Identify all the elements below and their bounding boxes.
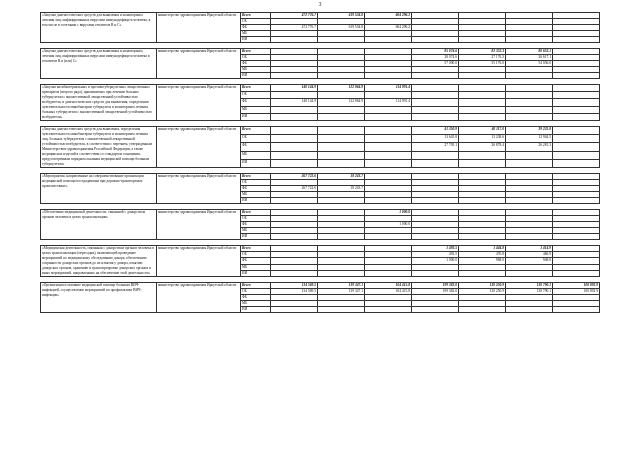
value-cell [318, 307, 365, 313]
value-cell [365, 143, 412, 151]
value-cell [412, 99, 459, 106]
executor: министерство здравоохранения Иркутской области [157, 127, 241, 168]
funding-source: ИИ [241, 234, 271, 240]
value-cell: 39 225.8 [506, 127, 553, 135]
funding-source: ИИ [241, 37, 271, 43]
value-cell [271, 143, 318, 151]
value-cell [506, 99, 553, 106]
value-cell [271, 151, 318, 159]
value-cell [365, 151, 412, 159]
value-cell: 619 534.8 [318, 13, 365, 19]
value-cell [412, 92, 459, 99]
value-cell [553, 307, 600, 313]
value-cell [553, 143, 600, 151]
funding-source: ОБ [241, 216, 271, 222]
funding-source: ОБ [241, 55, 271, 61]
funding-source: ФБ [241, 25, 271, 31]
value-cell: 18 243.7 [318, 186, 365, 192]
value-cell: 18 243.7 [318, 174, 365, 180]
value-cell [506, 159, 553, 167]
value-cell [506, 113, 553, 120]
value-cell: 139 347.1 [318, 283, 365, 289]
value-cell [553, 127, 600, 135]
value-cell [318, 135, 365, 143]
value-cell: 1 000.0 [365, 222, 412, 228]
value-cell: 54 036.0 [506, 61, 553, 67]
table-row [41, 85, 600, 92]
event-name: «Медицинская деятельность, связанная с донорством органов человека в целях трансплантации (пересадки), включающей проведение мероприятий по медицинскому обследованию донора, обеспечению сохранности донорских органов до их изъятия у донора, изъятию донорских органов, хранению и транспортировке донорских органов и иных мероприятий, направленных на обеспечение этой деятельности» [41, 246, 157, 277]
value-cell [459, 159, 506, 167]
value-cell [365, 307, 412, 313]
value-cell [553, 135, 600, 143]
value-cell: 267 722.6 [271, 174, 318, 180]
value-cell: 40 117.0 [459, 127, 506, 135]
executor: министерство здравоохранения Иркутской области [157, 174, 241, 204]
value-cell: 968.0 [459, 258, 506, 264]
value-cell [412, 85, 459, 92]
value-cell: 13 238.6 [459, 135, 506, 143]
funding-source: ОБ [241, 289, 271, 295]
funding-source: ОБ [241, 92, 271, 99]
value-cell: 130 250.9 [459, 289, 506, 295]
value-cell: 1 414.9 [506, 246, 553, 252]
funding-source: ФБ [241, 295, 271, 301]
funding-source: ИИ [241, 73, 271, 79]
value-cell: 134 569.5 [271, 283, 318, 289]
value-cell [459, 92, 506, 99]
funding-source: ОБ [241, 180, 271, 186]
value-cell: 122 864.9 [318, 85, 365, 92]
value-cell: 1 000.0 [412, 258, 459, 264]
value-cell: 85 074.6 [412, 49, 459, 55]
funding-source: Всего [241, 127, 271, 135]
value-cell: 27 176.3 [459, 55, 506, 61]
value-cell [318, 92, 365, 99]
value-cell [459, 113, 506, 120]
value-cell [318, 159, 365, 167]
value-cell: 114 991.4 [365, 85, 412, 92]
value-cell: 1 444.8 [459, 246, 506, 252]
value-cell: 41 350.9 [412, 127, 459, 135]
funding-source: ФБ [241, 222, 271, 228]
value-cell [365, 159, 412, 167]
value-cell: 27 705.1 [412, 143, 459, 151]
value-cell [412, 151, 459, 159]
funding-source: ОБ [241, 252, 271, 258]
value-cell [365, 92, 412, 99]
budget-table [40, 12, 600, 313]
value-cell: 28 074.6 [412, 55, 459, 61]
value-cell: 199 382.0 [412, 289, 459, 295]
value-cell [318, 113, 365, 120]
funding-source: Всего [241, 283, 271, 289]
funding-source: Всего [241, 49, 271, 55]
value-cell: 114 991.4 [365, 99, 412, 106]
value-cell [412, 307, 459, 313]
value-cell [459, 85, 506, 92]
value-cell: 476.8 [459, 252, 506, 258]
value-cell: 80 653.1 [506, 49, 553, 55]
value-cell: 57 000.0 [412, 61, 459, 67]
funding-source: МБ [241, 67, 271, 73]
value-cell: 100 892.9 [553, 289, 600, 295]
funding-source: ФБ [241, 61, 271, 67]
value-cell [318, 106, 365, 113]
value-cell: 140 144.9 [271, 85, 318, 92]
funding-source: Всего [241, 85, 271, 92]
value-cell: 130 250.9 [459, 283, 506, 289]
funding-source: ОБ [241, 135, 271, 143]
page-number: 3 [318, 2, 322, 8]
value-cell: 134 569.5 [271, 289, 318, 295]
value-cell: 1 492.5 [412, 246, 459, 252]
value-cell [365, 135, 412, 143]
executor: министерство здравоохранения Иркутской области [157, 246, 241, 277]
value-cell: 267 722.6 [271, 186, 318, 192]
value-cell [271, 127, 318, 135]
value-cell [365, 127, 412, 135]
value-cell [271, 113, 318, 120]
value-cell [318, 143, 365, 151]
value-cell [553, 113, 600, 120]
executor: министерство здравоохранения Иркутской области [157, 210, 241, 240]
event-name: «Организация и оказание медицинской помощи больным ВИЧ-инфекцией, осуществление мероприятий по профилактике ВИЧ-инфекции» [41, 283, 157, 313]
executor: министерство здравоохранения Иркутской области [157, 13, 241, 43]
funding-source: ФБ [241, 143, 271, 151]
value-cell [412, 113, 459, 120]
value-cell: 26 878.4 [459, 143, 506, 151]
funding-source: МБ [241, 106, 271, 113]
value-cell [365, 113, 412, 120]
value-cell [412, 106, 459, 113]
event-name: «Мероприятия, направленные на совершенствование организации медицинской помощи пострадавшим при дорожно-транспортных происшествиях» [41, 174, 157, 204]
value-cell [506, 151, 553, 159]
funding-source: ФБ [241, 186, 271, 192]
value-cell: 472 776.7 [271, 13, 318, 19]
value-cell: 122 864.9 [318, 99, 365, 106]
event-name: «Закупка антибактериальных и противотуберкулезных лекарственных препаратов (второго ряда), применяемых при лечении больных туберкулезом с множественной лекарственной устойчивостью возбудителя, и диагностических средств для выявления, определения чувствительности микобактерии туберкулеза и мониторинга лечения больных туберкулезом с множественной лекарственной устойчивостью возбудителя» [41, 85, 157, 121]
funding-source: Всего [241, 246, 271, 252]
value-cell: 472 776.7 [271, 25, 318, 31]
funding-source: МБ [241, 264, 271, 270]
value-cell [459, 151, 506, 159]
funding-source: ИИ [241, 159, 271, 167]
value-cell: 139 347.1 [318, 289, 365, 295]
value-cell: 466.9 [506, 252, 553, 258]
funding-source: МБ [241, 301, 271, 307]
executor: министерство здравоохранения Иркутской области [157, 49, 241, 79]
value-cell: 104 415.8 [365, 289, 412, 295]
value-cell [412, 159, 459, 167]
value-cell: 55 176.0 [459, 61, 506, 67]
value-cell [459, 99, 506, 106]
funding-source: ФБ [241, 258, 271, 264]
value-cell [318, 151, 365, 159]
value-cell [271, 307, 318, 313]
value-cell: 492.5 [412, 252, 459, 258]
value-cell: 604 296.2 [365, 13, 412, 19]
funding-source: Всего [241, 174, 271, 180]
value-cell: 26 617.1 [506, 55, 553, 61]
funding-source: МБ [241, 151, 271, 159]
funding-source: ИИ [241, 307, 271, 313]
funding-source: ИИ [241, 270, 271, 276]
event-name: «Закупка диагностических средств для выявления и мониторинга лечения лиц, инфицированных вирусами иммунодефицита человека и гепатитов В и (или) С» [41, 49, 157, 79]
value-cell [506, 92, 553, 99]
event-name: «Закупка диагностических средств для выявления, определения чувствительности микобактерии туберкулеза и мониторинга лечения лиц, больных туберкулезом с множественной лекарственной устойчивостью возбудителя, в соответствии с перечнем, утвержденным Министерством здравоохранения Российской Федерации, а также медицинских изделий в соответствии со стандартом оснащения, предусмотренным порядком оказания медицинской помощи больным туберкулезом» [41, 127, 157, 168]
value-cell: 948.0 [506, 258, 553, 264]
value-cell [506, 106, 553, 113]
funding-source: МБ [241, 192, 271, 198]
value-cell [271, 106, 318, 113]
funding-source: ИИ [241, 198, 271, 204]
value-cell: 26 281.3 [506, 143, 553, 151]
value-cell: 619 534.8 [318, 25, 365, 31]
value-cell: 12 944.5 [506, 135, 553, 143]
value-cell [271, 159, 318, 167]
value-cell [506, 85, 553, 92]
funding-source: ФБ [241, 99, 271, 106]
value-cell [553, 151, 600, 159]
funding-source: Всего [241, 13, 271, 19]
funding-source: Всего [241, 210, 271, 216]
value-cell: 100 892.9 [553, 283, 600, 289]
value-cell [271, 92, 318, 99]
value-cell [553, 106, 600, 113]
value-cell [553, 99, 600, 106]
value-cell [365, 106, 412, 113]
value-cell [553, 85, 600, 92]
funding-source: МБ [241, 31, 271, 37]
value-cell [459, 106, 506, 113]
value-cell: 140 144.9 [271, 99, 318, 106]
value-cell [459, 307, 506, 313]
value-cell [318, 127, 365, 135]
value-cell [271, 135, 318, 143]
value-cell [553, 159, 600, 167]
value-cell [553, 92, 600, 99]
value-cell: 13 645.8 [412, 135, 459, 143]
value-cell: 130 790.1 [506, 289, 553, 295]
value-cell: 82 352.3 [459, 49, 506, 55]
value-cell: 130 790.1 [506, 283, 553, 289]
value-cell [506, 307, 553, 313]
event-name: «Обеспечение медицинской деятельности, связанной с донорством органов человека в целях трансплантации» [41, 210, 157, 240]
value-cell: 1 000.0 [365, 210, 412, 216]
value-cell: 199 382.0 [412, 283, 459, 289]
funding-source: ИИ [241, 113, 271, 120]
event-name: «Закупка диагностических средств для выявления и мониторинга лечения лиц, инфицированных вирусами иммунодефицита человека, в том числе в сочетании с вирусами гепатитов В и С» [41, 13, 157, 43]
executor: министерство здравоохранения Иркутской области [157, 85, 241, 121]
funding-source: МБ [241, 228, 271, 234]
funding-source: ОБ [241, 19, 271, 25]
table-row [41, 127, 600, 135]
value-cell: 604 296.2 [365, 25, 412, 31]
value-cell: 104 415.8 [365, 283, 412, 289]
executor: министерство здравоохранения Иркутской области [157, 283, 241, 313]
